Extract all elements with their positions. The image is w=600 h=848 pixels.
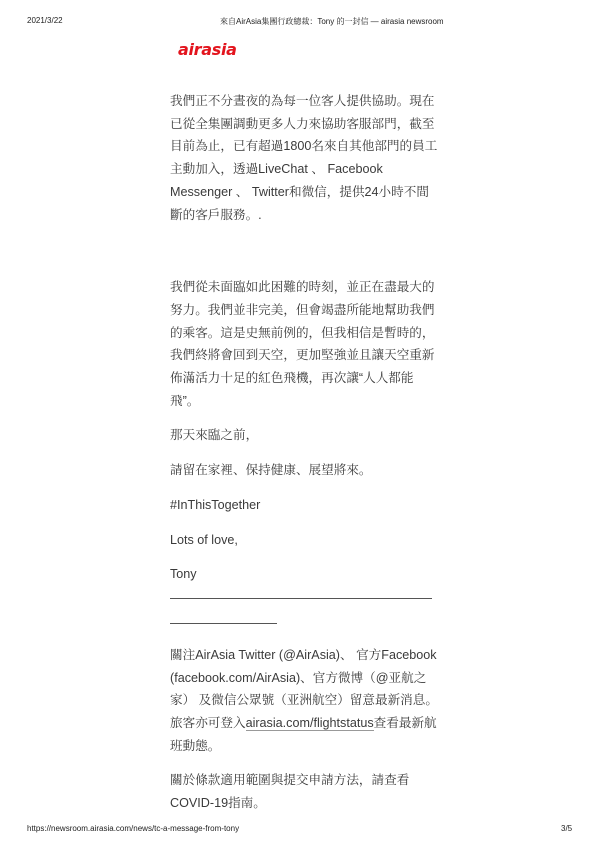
paragraph: 請留在家裡、保持健康、展望將來。	[170, 463, 372, 478]
divider	[170, 623, 277, 624]
signature-name: Tony	[170, 567, 197, 582]
print-url: https://newsroom.airasia.com/news/tc-a-message-from-tony	[27, 824, 240, 833]
paragraph	[170, 644, 440, 758]
sign-off: Lots of love,	[170, 532, 238, 547]
airasia-logo[interactable]: airasia	[178, 40, 237, 59]
text: 關注AirAsia Twitter (@AirAsia)、 官方Facebook (facebook.com/AirAsia)、官方微博（@亚航之家） 及微信公眾號（亚洲航空）留意最新消息。旅客亦可登入	[170, 647, 438, 731]
paragraph: 我們正不分晝夜的為每一位客人提供協助。現在已從全集團調動更多人力來協助客服部門，截至目前為止，已有超過1800名來自其他部門的員工主動加入，透過LiveChat 、 Facebook Messenger 、 Twitter和微信，提供24小時不間斷的客戶服務。.	[170, 94, 438, 222]
paragraph: 那天來臨之前，	[170, 428, 259, 443]
print-date: 2021/3/22	[27, 16, 63, 25]
paragraph: 關於條款適用範圍與提交申請方法，請查看COVID-19指南。	[170, 773, 410, 811]
flightstatus-link[interactable]: airasia.com/flightstatus	[245, 716, 374, 731]
divider	[170, 598, 432, 599]
hashtag: #InThisTogether	[170, 497, 261, 512]
text: 查看最新航班動態。	[170, 716, 437, 753]
article-body	[170, 90, 440, 812]
print-title: 來自AirAsia集團行政總裁：Tony 的一封信 — airasia newsroom	[220, 17, 444, 26]
page-number: 3/5	[561, 824, 573, 833]
paragraph: 我們從未面臨如此困難的時刻，並正在盡最大的努力。我們並非完美，但會竭盡所能地幫助我們的乘客。這是史無前例的，但我相信是暫時的，我們終將會回到天空，更加堅強並且讓天空重新佈滿活力十足的紅色飛機，再次讓“人人都能飛”。	[170, 280, 435, 408]
